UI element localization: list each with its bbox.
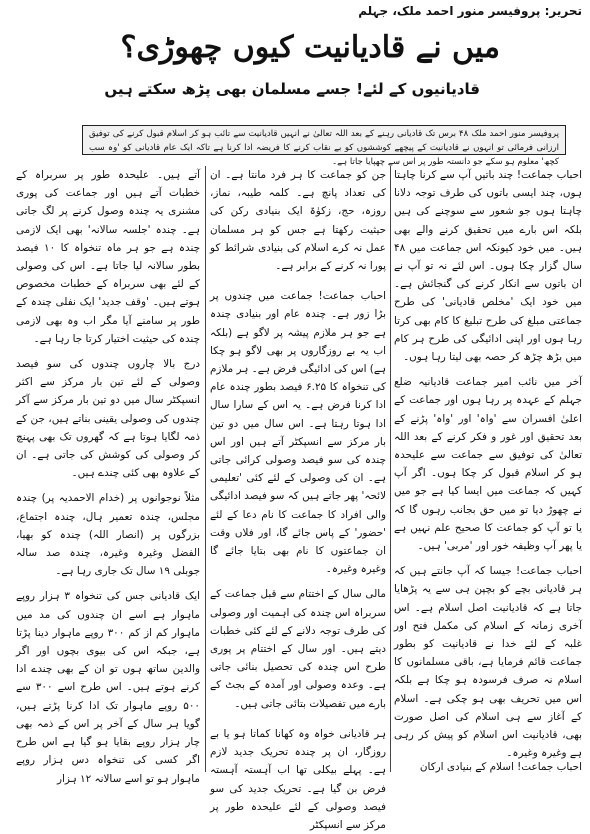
column-middle <box>210 166 386 831</box>
column-right <box>394 166 582 776</box>
paragraph: درج بالا چاروں چندوں کی سو فیصد وصولی کے لئے تین بار مرکز سے اکثر انسپکٹر سال میں دو تین بار مرکز سے آکر چندوں کی وصولی یقینی بناتے ہیں، جن کے ذمہ لگایا ہوتا ہے کہ گھروں تک بھی پہنچ کر وصولی کی کوشش کی جاتی ہے۔ ان کے علاوہ بھی کئی چندے ہیں۔ <box>16 358 200 480</box>
paragraph: احباب جماعت! جماعت میں چندوں پر بڑا زور ہے۔ چندہ عام اور بنیادی چندہ ہے جو ہر ملازم پیشہ پر لاگو ہے (بلکہ اب یہ بے روزگاروں پر بھی لاگو ہو چکا ہے) اس کی ادائیگی فرض ہے۔ ہر ملازم کی تنخواہ کا ۶.۲۵ فیصد بطور چندہ عام ادا کرنا فرض ہے۔ یہ اس کے سارا سال ادا ہوتا رہتا ہے۔ اس سال میں دو تین بار مرکز سے انسپکٹر آتے ہیں اور اس چندہ کی سو فیصد وصولی کرائی جاتی ہے۔ ان کی وصولی کے لئے کئی 'تعلیمی لائحہ' پھر جاتے ہیں کہ سو فیصد ادائیگی والی افراد کا جماعت کا نام دعا کے لئے 'حضور' کے پاس جائے گا، اور فلاں وقت ان جماعتوں کا نام بھی بتایا جائے گا وغیرہ وغیرہ۔ <box>210 290 386 576</box>
paragraph: آتے ہیں۔ علیحدہ طور پر سربراہ کے خطبات آتے ہیں اور جماعت کی پوری مشنری یہ چندہ وصول کرنے پر لگ جاتی ہے۔ چندہ 'جلسہ سالانہ' بھی ایک لازمی چندہ ہے جو ہر ماہ تنخواہ کا ۱۰ فیصد بطور سالانہ لیا جاتا ہے۔ اس کی وصولی کے لئے بھی سربراہ کے خطبات مخصوص ہوتے ہیں۔ 'وقف جدید' ایک نفلی چندہ کے طور پر سامنے آیا مگر اب وہ بھی لازمی چندہ کی حیثیت اختیار کرتا جا رہا ہے۔ <box>16 169 200 345</box>
paragraph: احباب جماعت! چند باتیں آپ سے کرنا چاہتا ہوں، چند ایسی باتوں کی طرف توجہ دلانا چاہتا ہوں جو شعور سے سوچنے کی ہیں بلکہ اس بارے میں تحقیق کرنے والے بھی ہیں۔ میں خود کیونکہ اس جماعت میں ۴۸ سال گزار چکا ہوں۔ اس لئے نہ تو آپ نے ان باتوں سے انکار کرنے کی گنجائش ہے۔ میں خود ایک 'مخلص قادیانی' کی طرح جماعتی مبلغ کی طرح تبلیغ کا کام بھی کرتا رہا ہوں اور اپنی ادائیگی کی طرح ہر کام میں بڑھ چڑھ کر حصہ بھی لیتا رہا ہوں۔ <box>394 169 582 364</box>
article-subtitle: قادیانیوں کے لئے! جسے مسلمان بھی پڑھ سکتے ہیں <box>104 80 480 98</box>
column-divider <box>390 166 391 772</box>
paragraph: ہر قادیانی خواہ وہ کھانا کماتا ہو یا بے روزگار، ان پر چندہ تحریک جدید لازم ہے۔ پہلے بیکلی تھا اب آہستہ آہستہ فرض بن گیا ہے۔ تحریک جدید کی سو فیصد وصولی کے لئے علیحدہ طور پر مرکز سے انسپکٹر <box>210 727 386 831</box>
paragraph: ایک قادیانی جس کی تنخواہ ۳ ہزار روپے ماہوار ہے اسے ان چندوں کی مد میں ماہوار کم از کم ۳۰۰ روپے ماہوار دینا پڑتا ہے، جبکہ اس کی بیوی بچوں اور اگر والدین ساتھ ہوں تو ان کے بھی چندے ادا کرنے ہوتے ہیں۔ اس طرح اسے ۳۰۰ سے ۵۰۰ روپے ماہوار تک ادا کرنا پڑتے ہیں، گویا ہر سال کے آخر پر اس کے ذمہ بھی چار ہزار روپے بقایا ہو گیا ہے اس طرح اگر کسی کی تنخواہ دس ہزار روپے ماہوار ہو تو اسے سالانہ ۱۲ ہزار <box>16 590 201 785</box>
byline: تحریر: پروفیسر منور احمد ملک، جہلم <box>358 4 582 18</box>
paragraph: احباب جماعت! جیسا کہ آپ جانتے ہیں کہ ہر قادیانی بچے کو بچپن ہی سے یہ پڑھایا جاتا ہے کہ قادیانیت اصل اسلام ہے۔ اس آخری زمانہ کے اسلام کی مکمل فتح اور غلبہ کے لئے خدا نے قادیانیت کو بطور جماعت قائم فرمایا ہے، باقی مسلمانوں کا اسلام نہ صرف فرسودہ ہو چکا ہے بلکہ اس میں تحریف بھی ہو چکی ہے۔ اسلام کے آغاز سے ہی اسلام کی اصل صورت بھی، قادیانیت اس اسلام کو پیش کر رہی ہے وغیرہ وغیرہ۔ <box>394 565 582 760</box>
section-heading: احباب جماعت! اسلام کے بنیادی ارکان <box>419 761 582 773</box>
article-title: میں نے قادیانیت کیوں چھوڑی؟ <box>120 30 500 65</box>
paragraph: جن کو جماعت کا ہر فرد مانتا ہے۔ ان کی تعداد پانچ ہے۔ کلمہ طیبہ، نماز، روزہ، حج، زکوٰۃ ایک بنیادی رکن کی حیثیت رکھتا ہے جس کو ہر مسلمان عمل نہ کرے اسلام کی بنیادی شرائط کو پورا نہ کرنے کے برابر ہے۔ <box>210 169 386 273</box>
paragraph: مالی سال کے اختتام سے قبل جماعت کے سربراہ اس چندہ کی اہمیت اور وصولی کی طرف توجہ دلانے کے لئے کئی خطبات دیتے ہیں۔ اور سال کے اختتام پر پوری طرح اس چندہ کی تحصیل بنائی جاتی ہے۔ وعدہ وصولی اور آمدہ کے بجٹ کے بارے میں تفصیلات بتائی جاتی ہیں۔ <box>210 588 386 710</box>
paragraph: آخر میں نائب امیر جماعت قادیانیہ ضلع جہلم کے عہدہ پر رہا ہوں اور جماعت کے اعلیٰ افسران سے 'واہ' اور 'واہ' پڑنے کے بعد تحقیق اور غور و فکر کرنے کے بعد اللہ تعالیٰ کی توفیق سے جماعت سے علیحدہ ہو کر اسلام قبول کر چکا ہوں۔ اگر آپ کہیں کہ جماعت میں ایسا کیا ہے جو میں نے چھوڑ دیا تو میں حق بجانب رہوں گا کہ یا تو آپ کو جماعت کا صحیح علم نہیں ہے یا پھر آپ وظیفہ خور اور 'مربی' ہیں۔ <box>394 376 582 553</box>
column-left <box>16 166 201 785</box>
column-divider <box>205 166 206 772</box>
intro-box: پروفیسر منور احمد ملک ۴۸ برس تک قادیانی رہنے کے بعد اللہ تعالیٰ نے انہیں قادیانیت سے تائب ہو کر اسلام قبول کرنے کی توفیق ارزانی فرمائی تو انہوں نے قادیانیت کے پیچھے کوششوں کو بے نقاب کرنے کا فریضہ ادا کرنا ہے تاکہ ایک عام قادیانی کو 'وہ سب کچھ' معلوم ہو سکے جو دانستہ طور پر اس سے چھپایا جاتا ہے۔ <box>82 125 566 155</box>
paragraph: مثلاً نوجوانوں پر (خدام الاحمدیہ پر) چندہ مجلس، چندہ تعمیر ہال، چندہ اجتماع، بزرگوں پر (انصار اللہ) چندہ کو بھیا، الفضل وغیرہ وغیرہ، چندہ صد سالہ جوبلی ۱۹ سال تک جاری رہا ہے۔ <box>16 492 200 578</box>
